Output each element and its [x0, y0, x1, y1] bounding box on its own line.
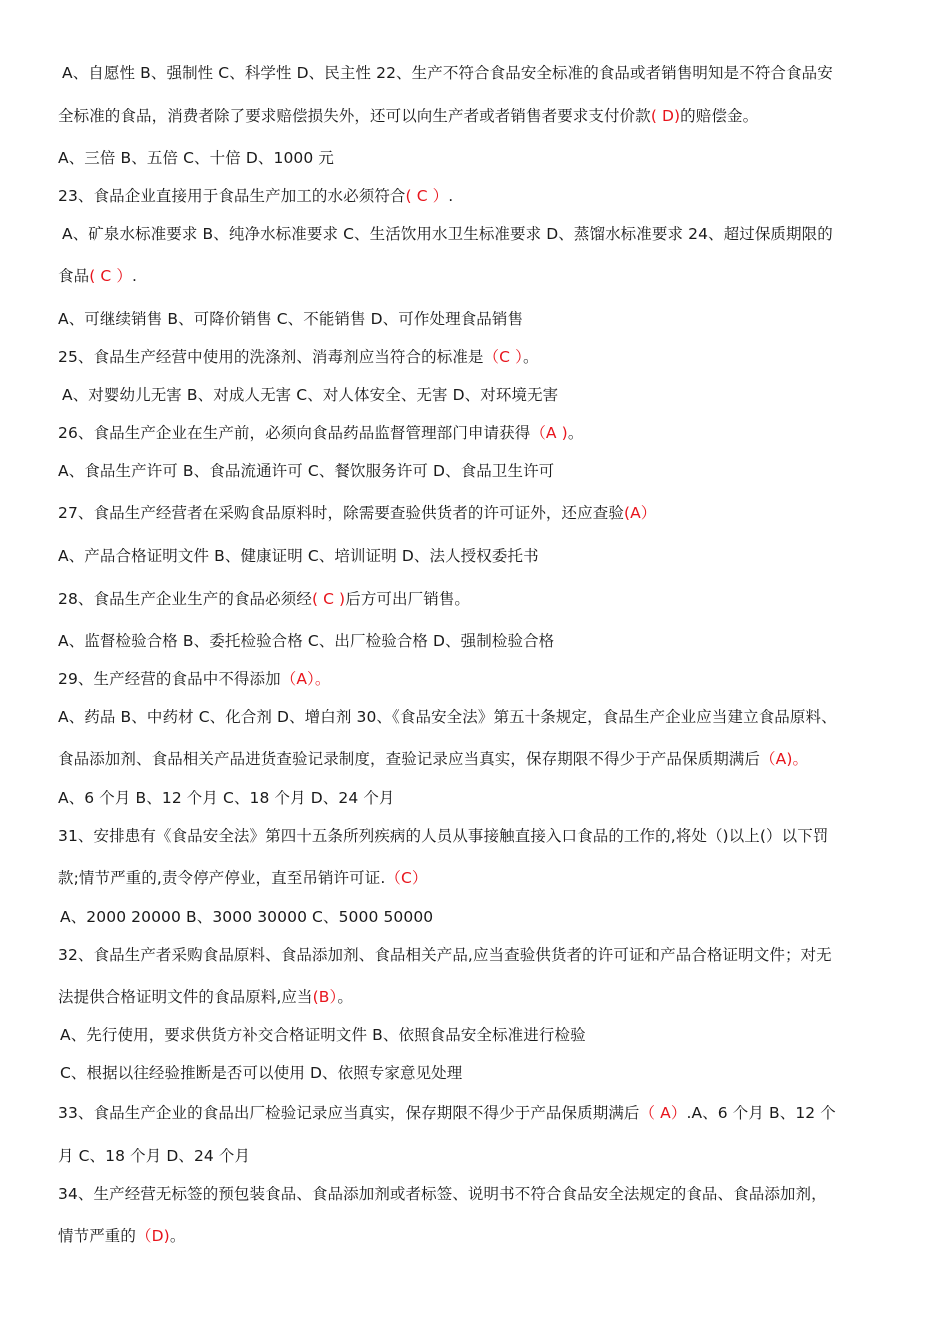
text-line: [58, 308, 898, 330]
text-segment: 31、安排患有《食品安全法》第四十五条所列疾病的人员从事接触直接入口食品的工作的,将处（)以上(）以下罚: [58, 827, 829, 845]
text-segment: 28、食品生产企业生产的食品必须经: [58, 590, 312, 608]
text-segment: 33、食品生产企业的食品出厂检验记录应当真实，保存期限不得少于产品保质期满后: [58, 1104, 640, 1122]
text-segment: 23、食品企业直接用于食品生产加工的水必须符合: [58, 187, 406, 205]
text-segment: 的赔偿金。: [680, 107, 759, 125]
answer-mark: （ A）: [639, 1104, 687, 1122]
text-segment: 。: [169, 1227, 186, 1245]
answer-mark: ( D): [650, 107, 681, 125]
text-line: [58, 346, 898, 368]
text-line: [58, 787, 898, 809]
text-segment: A、矿泉水标准要求 B、纯净水标准要求 C、生活饮用水卫生标准要求 D、蒸馏水标准要求 24、超过保质期限的: [62, 225, 833, 243]
text-line: [58, 502, 898, 524]
answer-mark: （C）: [385, 869, 428, 887]
text-line: [58, 265, 898, 287]
text-segment: A、三倍 B、五倍 C、十倍 D、1000 元: [58, 149, 334, 167]
text-segment: A、产品合格证明文件 B、健康证明 C、培训证明 D、法人授权委托书: [58, 547, 539, 565]
answer-mark: ( C ): [311, 590, 346, 608]
text-segment: A、可继续销售 B、可降价销售 C、不能销售 D、可作处理食品销售: [58, 310, 524, 328]
text-segment: 25、食品生产经营中使用的洗涤剂、消毒剂应当符合的标准是: [58, 348, 484, 366]
text-segment: C、根据以往经验推断是否可以使用 D、依照专家意见处理: [60, 1064, 463, 1082]
text-line: [58, 944, 898, 966]
text-segment: .: [131, 267, 137, 285]
text-line: [58, 460, 898, 482]
text-segment: 情节严重的: [58, 1227, 137, 1245]
text-segment: 食品: [58, 267, 90, 285]
text-segment: 食品添加剂、食品相关产品进货查验记录制度，查验记录应当真实，保存期限不得少于产品保质期满后: [58, 750, 761, 768]
text-segment: 。: [567, 424, 584, 442]
text-segment: 法提供合格证明文件的食品原料,应当: [58, 988, 313, 1006]
answer-mark: (A）: [623, 504, 657, 522]
answer-mark: （A）。: [280, 670, 331, 688]
text-segment: A、对婴幼儿无害 B、对成人无害 C、对人体安全、无害 D、对环境无害: [62, 386, 559, 404]
text-segment: A、6 个月 B、12 个月 C、18 个月 D、24 个月: [58, 789, 395, 807]
answer-mark: （A)。: [760, 750, 809, 768]
text-line: [58, 706, 898, 728]
text-segment: A、食品生产许可 B、食品流通许可 C、餐饮服务许可 D、食品卫生许可: [58, 462, 555, 480]
text-segment: 款;情节严重的,责令停产停业，直至吊销许可证.: [58, 869, 386, 887]
text-line: [58, 1145, 898, 1167]
text-segment: .A、6 个月 B、12 个: [686, 1104, 836, 1122]
text-line: [58, 588, 898, 610]
text-segment: 后方可出厂销售。: [345, 590, 471, 608]
text-line: [62, 384, 902, 406]
text-segment: A、药品 B、中药材 C、化合剂 D、增白剂 30、《食品安全法》第五十条规定，食品生产企业应当建立食品原料、: [58, 708, 837, 726]
text-line: [60, 1024, 900, 1046]
text-segment: 。: [522, 348, 539, 366]
text-segment: 全标准的食品，消费者除了要求赔偿损失外，还可以向生产者或者销售者要求支付价款: [58, 107, 651, 125]
text-line: [62, 62, 902, 84]
text-segment: 29、生产经营的食品中不得添加: [58, 670, 281, 688]
text-segment: .: [448, 187, 454, 205]
text-line: [58, 185, 898, 207]
text-line: [58, 1225, 898, 1247]
text-line: [58, 1102, 898, 1124]
text-line: [58, 668, 898, 690]
text-line: [58, 748, 898, 770]
text-line: [60, 1062, 900, 1084]
text-line: [58, 825, 898, 847]
text-line: [60, 906, 900, 928]
text-line: [58, 105, 898, 127]
answer-mark: （C ）: [483, 348, 523, 366]
text-segment: A、2000 20000 B、3000 30000 C、5000 50000: [60, 908, 434, 926]
text-line: [62, 223, 902, 245]
answer-mark: ( C ）: [89, 267, 132, 285]
answer-mark: (B）: [312, 988, 338, 1006]
text-segment: 32、食品生产者采购食品原料、食品添加剂、食品相关产品,应当查验供货者的许可证和产品合格证明文件；对无: [58, 946, 832, 964]
text-segment: 34、生产经营无标签的预包装食品、食品添加剂或者标签、说明书不符合食品安全法规定的食品、食品添加剂，: [58, 1185, 827, 1203]
text-line: [58, 986, 898, 1008]
text-segment: A、监督检验合格 B、委托检验合格 C、出厂检验合格 D、强制检验合格: [58, 632, 555, 650]
text-segment: 。: [337, 988, 353, 1006]
text-line: [58, 630, 898, 652]
text-line: [58, 422, 898, 444]
text-segment: 月 C、18 个月 D、24 个月: [58, 1147, 251, 1165]
answer-mark: （A ): [530, 424, 568, 442]
text-segment: 27、食品生产经营者在采购食品原料时，除需要查验供货者的许可证外，还应查验: [58, 504, 624, 522]
text-line: [58, 1183, 898, 1205]
text-line: [58, 147, 898, 169]
answer-mark: ( C ）: [405, 187, 449, 205]
text-line: [58, 867, 898, 889]
text-line: [58, 545, 898, 567]
text-segment: A、先行使用，要求供货方补交合格证明文件 B、依照食品安全标准进行检验: [60, 1026, 586, 1044]
answer-mark: （D): [136, 1227, 170, 1245]
text-segment: 26、食品生产企业在生产前，必须向食品药品监督管理部门申请获得: [58, 424, 531, 442]
text-segment: A、自愿性 B、强制性 C、科学性 D、民主性 22、生产不符合食品安全标准的食品或者销售明知是不符合食品安: [62, 64, 833, 82]
